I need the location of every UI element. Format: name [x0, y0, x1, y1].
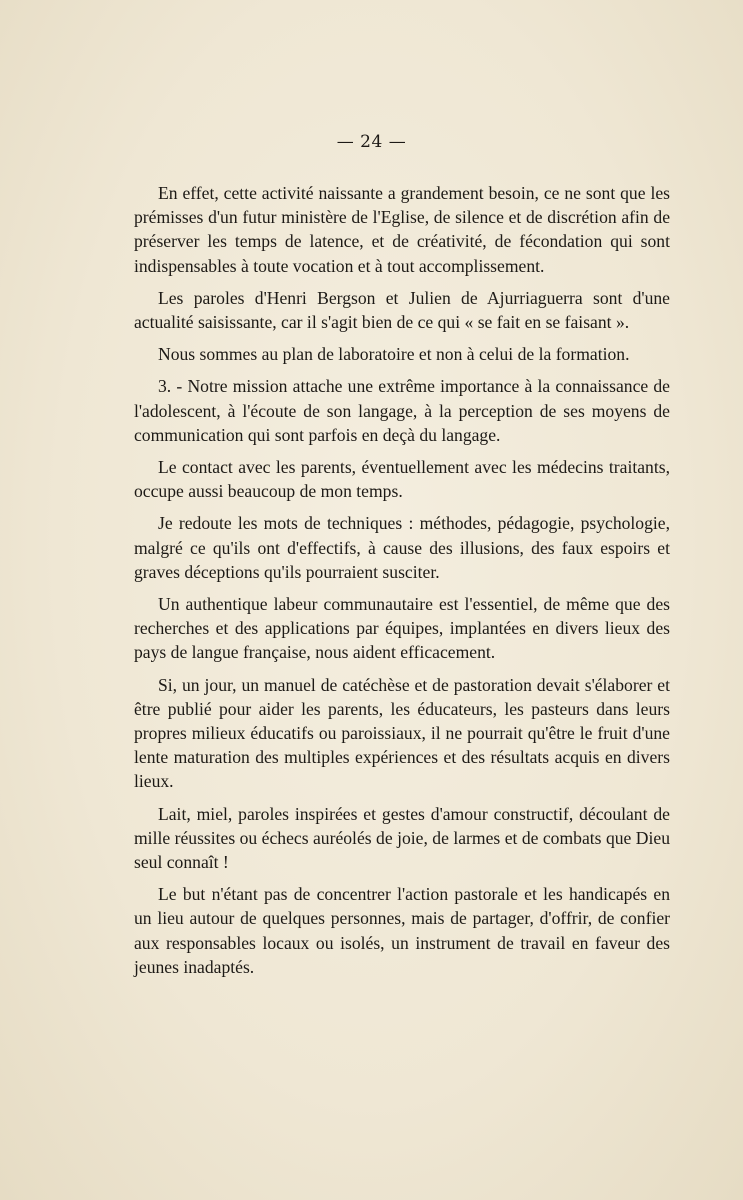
paragraph: 3. - Notre mission attache une extrême importance à la connaissance de l'adolescent, à l'écoute de son langage, à la perception de ses moyens de communication qui sont parfois en deçà du langage.	[134, 376, 670, 445]
paragraph: Le contact avec les parents, éventuellement avec les médecins traitants, occupe aussi beaucoup de mon temps.	[134, 457, 670, 502]
paragraph: Le but n'étant pas de concentrer l'action pastorale et les handicapés en un lieu autour de quelques personnes, mais de partager, d'offrir, de confier aux responsables locaux ou isolés, un instrument de travail en faveur des jeunes inadaptés.	[134, 884, 670, 977]
paragraph: Je redoute les mots de techniques : méthodes, pédagogie, psychologie, malgré ce qu'ils ont d'effectifs, à cause des illusions, des faux espoirs et graves déceptions qu'ils pourraient susciter.	[134, 513, 670, 582]
paragraph: Un authentique labeur communautaire est l'essentiel, de même que des recherches et des applications par équipes, implantées en divers lieux des pays de langue française, nous aident efficacement.	[134, 594, 670, 663]
paragraph: En effet, cette activité naissante a grandement besoin, ce ne sont que les prémisses d'un futur ministère de l'Eglise, de silence et de discrétion afin de préserver les temps de latence, et de créativité, de fécondation qui sont indispensables à toute vocation et à tout accomplissement.	[134, 183, 670, 276]
paragraph: Nous sommes au plan de laboratoire et non à celui de la formation.	[158, 344, 630, 365]
paragraph: Lait, miel, paroles inspirées et gestes d'amour constructif, découlant de mille réussites ou échecs auréolés de joie, de larmes et de combats que Dieu seul connaît !	[134, 803, 670, 873]
paragraph: Si, un jour, un manuel de catéchèse et de pastoration devait s'élaborer et être publié pour aider les parents, les éducateurs, les pasteurs dans leurs propres milieux éducatifs ou paroissiaux, il ne pourrait qu'être le fruit d'une lente maturation des multiples expériences et des résultats acquis en divers lieux.	[134, 674, 670, 792]
paragraph: Les paroles d'Henri Bergson et Julien de Ajurriaguerra sont d'une actualité saisissante, car il s'agit bien de ce qui « se fait en se faisant ».	[134, 287, 670, 333]
page-number: — 24 —	[336, 132, 407, 152]
body-text	[134, 181, 670, 979]
